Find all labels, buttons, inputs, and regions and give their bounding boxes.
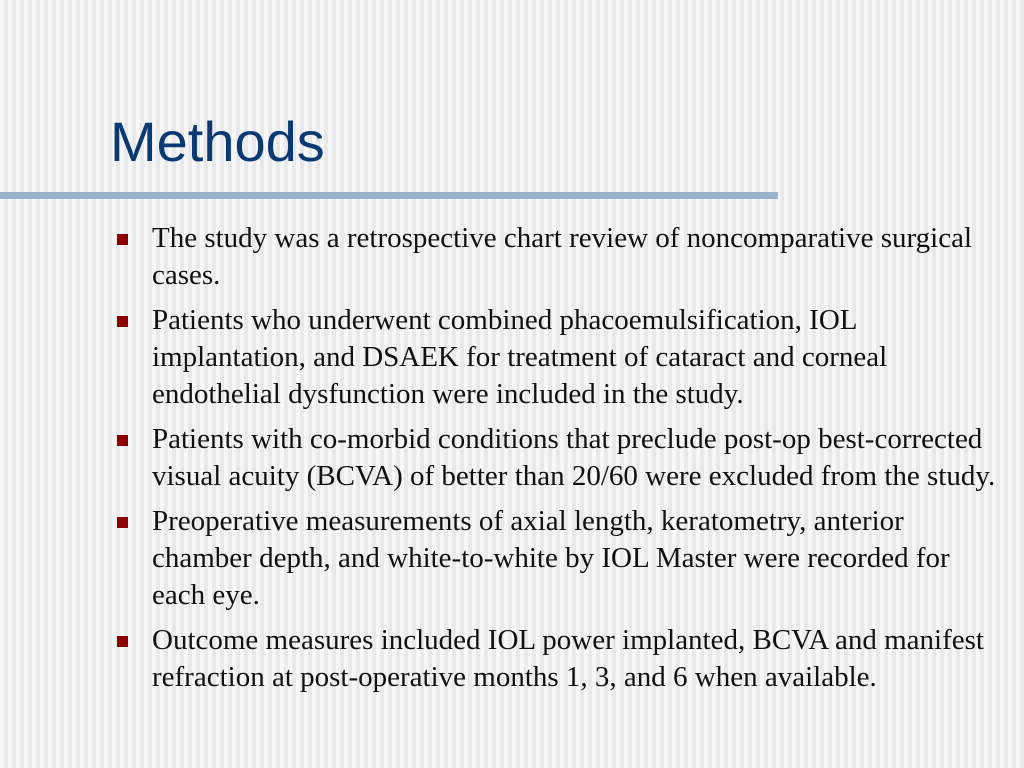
- bullet-list: [110, 220, 1010, 704]
- square-bullet-icon: [117, 517, 128, 528]
- title-divider: [0, 192, 778, 199]
- bullet-item-1: [110, 220, 1010, 294]
- bullet-item-5: [110, 622, 1010, 696]
- bullet-item-3: [110, 421, 1010, 495]
- bullet-item-2: [110, 302, 1010, 413]
- square-bullet-icon: [117, 234, 128, 245]
- square-bullet-icon: [117, 636, 128, 647]
- bullet-text: Outcome measures included IOL power implanted, BCVA and manifest refraction at post-operative months 1, 3, and 6 when available.: [152, 624, 984, 693]
- slide-title: Methods: [110, 110, 325, 173]
- bullet-item-4: [110, 503, 1010, 614]
- bullet-text: Patients with co-morbid conditions that preclude post-op best-corrected visual acuity (BCVA) of better than 20/60 were excluded from the study.: [152, 423, 996, 492]
- bullet-text: The study was a retrospective chart review of noncomparative surgical cases.: [152, 222, 973, 291]
- bullet-text: Preoperative measurements of axial length, keratometry, anterior chamber depth, and white-to-white by IOL Master were recorded for each eye.: [152, 505, 950, 611]
- square-bullet-icon: [117, 435, 128, 446]
- bullet-text: Patients who underwent combined phacoemulsification, IOL implantation, and DSAEK for treatment of cataract and corneal endothelial dysfunction were included in the study.: [152, 304, 888, 410]
- square-bullet-icon: [117, 316, 128, 327]
